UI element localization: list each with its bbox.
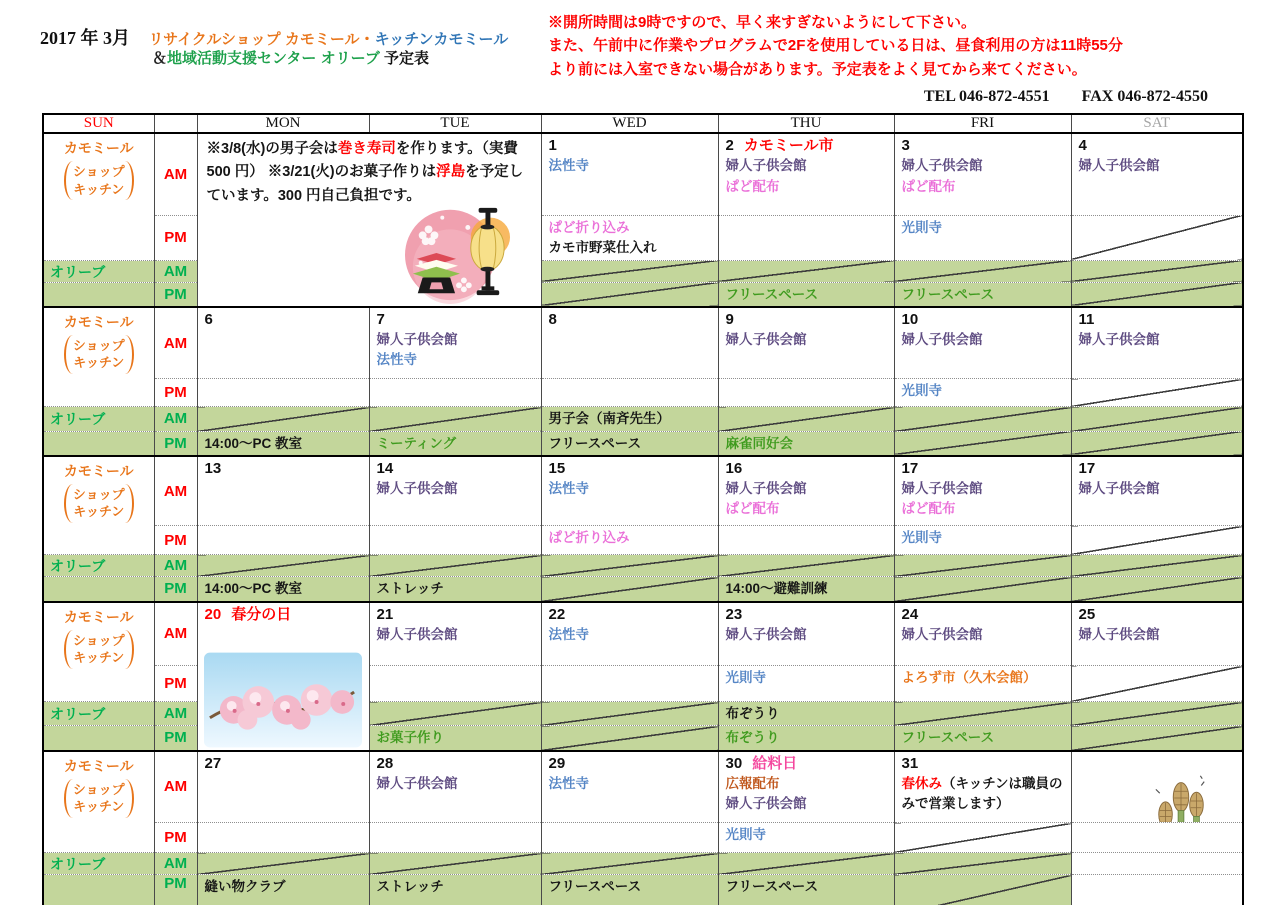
kamomiru-label-cell <box>43 307 154 407</box>
entry: 婦人子供会館 <box>1078 332 1160 347</box>
week3-olive-pm-row <box>43 577 1243 602</box>
olive-mar8-pm <box>541 431 718 456</box>
am-label: AM <box>154 751 197 823</box>
entry: 婦人子供会館 <box>376 481 458 496</box>
header-wed: WED <box>541 114 718 133</box>
olive-label-cell: オリーブ <box>43 260 154 282</box>
entry: 14:00～PC 教室 <box>204 581 303 597</box>
pm-label: PM <box>154 526 197 555</box>
header-mon: MON <box>197 114 369 133</box>
day-cell-mar4-am <box>1071 133 1243 215</box>
page-subtitle <box>152 47 429 68</box>
kamomiru-label: カモミール <box>63 757 134 774</box>
entry: ストレッチ <box>376 879 444 894</box>
entry: 光則寺 <box>901 219 942 235</box>
subtitle-suffix: 予定表 <box>379 50 430 67</box>
kitchen-label: キッチン <box>73 650 125 666</box>
day-cell-mar4-pm-closed <box>1071 215 1243 260</box>
olive-mar10-pm-closed <box>894 431 1071 456</box>
kamomiru-label: カモミール <box>63 313 134 330</box>
day-cell-mar3-am <box>894 133 1071 215</box>
day-number: 27 <box>204 754 222 772</box>
olive-mar30-am-closed <box>718 853 894 875</box>
day-number: 22 <box>548 605 566 623</box>
olive-mar3-pm <box>894 282 1071 307</box>
day-cell-mar24-am <box>894 602 1071 666</box>
day-cell-mar1-am <box>541 133 718 215</box>
olive-mar4-am-closed <box>1071 260 1243 282</box>
entry: 婦人子供会館 <box>1078 481 1160 496</box>
olive-mar25-am-closed <box>1071 702 1243 726</box>
header-fri: FRI <box>894 114 1071 133</box>
day-number: 8 <box>548 310 557 328</box>
kitchen-label: キッチン <box>73 504 125 520</box>
day-cell-mar1-pm <box>541 215 718 260</box>
day-number: 11 <box>1078 310 1095 328</box>
day-cell-mar30-pm <box>718 823 894 853</box>
olive-label-cell: オリーブ <box>43 702 154 726</box>
entry: 法性寺 <box>548 626 589 642</box>
header-thu: THU <box>718 114 894 133</box>
day-cell-mar18-am <box>1071 456 1243 526</box>
olive-mar21-am-closed <box>369 702 541 726</box>
notice-line: ※開所時間は9時ですので、早く来すぎないようにして下さい。 <box>548 14 977 31</box>
shop-kitchen-brace <box>64 484 134 523</box>
pm-label: PM <box>154 666 197 702</box>
am-label: AM <box>154 307 197 379</box>
olive-mar8-am <box>541 407 718 431</box>
kamomiru-label-cell <box>43 133 154 260</box>
olive-mar1-am-closed <box>541 260 718 282</box>
olive-label-spacer <box>43 282 154 307</box>
olive-label-spacer <box>43 431 154 456</box>
day-number: 3 <box>901 137 910 154</box>
day-cell-mar22-pm <box>541 666 718 702</box>
week2-am-row <box>43 307 1243 379</box>
subtitle-amp: ＆ <box>152 50 168 67</box>
day-number: 17 <box>1078 459 1096 477</box>
entry: カモ市野菜仕入れ <box>548 239 657 255</box>
olive-mar2-pm <box>718 282 894 307</box>
entry: 布ぞうり <box>725 706 780 721</box>
entry: 法性寺 <box>376 352 417 368</box>
week1-am-row <box>43 133 1243 215</box>
entry: 婦人子供会館 <box>901 332 983 347</box>
olive-label-cell: オリーブ <box>43 407 154 431</box>
am-label: AM <box>154 456 197 526</box>
olive-mar23-pm <box>718 726 894 751</box>
olive-mar24-pm <box>894 726 1071 751</box>
olive-pm-label: PM <box>154 282 197 307</box>
entry: ミーティング <box>376 435 457 451</box>
entry: 婦人子供会館 <box>1078 626 1160 642</box>
day-cell-mar10-am <box>894 307 1071 379</box>
olive-mar7-pm <box>369 431 541 456</box>
entry: 婦人子供会館 <box>725 332 807 347</box>
date-title: 2017 年 3月 <box>40 28 130 48</box>
shop-label: ショップ <box>72 486 125 502</box>
day-number: 20 <box>204 605 222 623</box>
entry: お菓子作り <box>376 730 444 746</box>
day-number: 29 <box>548 754 566 772</box>
olive-label-spacer <box>43 875 154 905</box>
day-cell-mar21-am <box>369 602 541 666</box>
day-cell-mar7-pm <box>369 379 541 407</box>
day-cell-mar6-am <box>197 307 369 379</box>
schedule-table <box>42 113 1244 905</box>
entry: ぱど折り込み <box>548 219 630 235</box>
olive-am-label: AM <box>154 260 197 282</box>
header-sat: SAT <box>1071 114 1243 133</box>
day-cell-mar17-pm <box>894 526 1071 555</box>
day-cell-mar31-pm-closed <box>894 823 1071 853</box>
entry: 婦人子供会館 <box>901 626 983 642</box>
day-cell-mar25-pm-closed <box>1071 666 1243 702</box>
day-cell-mar6-pm <box>197 379 369 407</box>
fax-number: FAX 046-872-4550 <box>1081 88 1208 105</box>
day-cell-mar18-pm-closed <box>1071 526 1243 555</box>
day-cell-mar17-am <box>894 456 1071 526</box>
entry: よろず市（久木会館） <box>901 670 1037 685</box>
week5-pm-row <box>43 823 1243 853</box>
day-cell-mar22-am <box>541 602 718 666</box>
entry: ストレッチ <box>376 581 444 597</box>
day-number: 15 <box>548 459 566 477</box>
olive-mar15-pm-closed <box>541 577 718 602</box>
olive-mar16-am-closed <box>718 555 894 577</box>
day-number: 6 <box>204 310 213 328</box>
day-cell-sat-week5-pm <box>1071 823 1243 853</box>
entry: ぱど配布 <box>901 178 956 194</box>
day-cell-mar8-pm <box>541 379 718 407</box>
olive-sat-week5-am <box>1071 853 1243 875</box>
olive-mar6-am-closed <box>197 407 369 431</box>
entry: フリースペース <box>901 286 995 302</box>
day-cell-mar23-am <box>718 602 894 666</box>
day-cell-mar27-am <box>197 751 369 823</box>
olive-am-label: AM <box>154 853 197 875</box>
kamomiru-label: カモミール <box>63 140 134 156</box>
note-text: を作ります。（実費 500 円） ※3/21(火)のお菓子作りは <box>206 141 518 181</box>
olive-mar23-am <box>718 702 894 726</box>
entry: 婦人子供会館 <box>376 626 458 642</box>
note-highlight: 巻き寿司 <box>337 141 396 157</box>
olive-mar2-am-closed <box>718 260 894 282</box>
week3-am-row <box>43 456 1243 526</box>
kitchen-label: キッチン <box>73 355 125 371</box>
entry: 男子会（南斉先生） <box>548 411 670 427</box>
day-number: 7 <box>376 310 385 328</box>
day-cell-mar25-am <box>1071 602 1243 666</box>
shop-label: ショップ <box>72 781 125 797</box>
week5-olive-am-row <box>43 853 1243 875</box>
hinamatsuri-hishimochi-illustration <box>399 198 517 304</box>
olive-mar7-am-closed <box>369 407 541 431</box>
cherry-blossom-illustration <box>204 652 362 748</box>
note-highlight: 浮島 <box>436 164 466 181</box>
kamomiru-label-cell <box>43 602 154 702</box>
kamomiru-label-cell <box>43 751 154 853</box>
entry: ぱど配布 <box>901 501 956 517</box>
tel-number: TEL 046-872-4551 <box>923 88 1050 105</box>
notice-line: また、午前中に作業やプログラムで2Fを使用している日は、昼食利用の方は11時55分 <box>548 37 1123 55</box>
title-kitchen-name: キッチンカモミール <box>374 31 509 48</box>
day-cell-mar16-am <box>718 456 894 526</box>
entry: フリースペース <box>725 879 819 894</box>
olive-mar24-am-closed <box>894 702 1071 726</box>
entry: フリースペース <box>901 730 995 746</box>
olive-mar13-pm <box>197 577 369 602</box>
olive-mar27-pm <box>197 875 369 905</box>
entry: 光則寺 <box>725 670 766 685</box>
entry: ぱど折り込み <box>548 530 630 546</box>
olive-label-cell: オリーブ <box>43 555 154 577</box>
olive-mar13-am-closed <box>197 555 369 577</box>
olive-mar14-am-closed <box>369 555 541 577</box>
entry: フリースペース <box>548 435 642 451</box>
week2-pm-row <box>43 379 1243 407</box>
olive-mar16-pm <box>718 577 894 602</box>
day-cell-mar23-pm <box>718 666 894 702</box>
header-sun: SUN <box>43 114 154 133</box>
entry: 縫い物クラブ <box>204 879 286 894</box>
entry: 婦人子供会館 <box>1078 158 1160 174</box>
day-cell-mar2-pm <box>718 215 894 260</box>
day-cell-mar31-am <box>894 751 1071 823</box>
olive-mar11-am-closed <box>1071 407 1243 431</box>
olive-mar11-pm-closed <box>1071 431 1243 456</box>
day-cell-mar24-pm <box>894 666 1071 702</box>
olive-mar9-am-closed <box>718 407 894 431</box>
header-spacer <box>154 114 197 133</box>
day-number: 30 <box>725 754 743 772</box>
olive-mar21-pm <box>369 726 541 751</box>
subtitle-center-name: 地域活動支援センター オリーブ <box>167 50 380 67</box>
kamomiru-label: カモミール <box>63 462 134 479</box>
shop-kitchen-brace <box>64 335 134 374</box>
day-cell-mar13-am <box>197 456 369 526</box>
week2-olive-pm-row <box>43 431 1243 456</box>
day-cell-mar11-pm-closed <box>1071 379 1243 407</box>
entry: 婦人子供会館 <box>725 626 807 642</box>
entry: 婦人子供会館 <box>376 775 458 791</box>
olive-mar4-pm-closed <box>1071 282 1243 307</box>
day-number: 24 <box>901 605 919 623</box>
day-number: 16 <box>725 459 743 477</box>
olive-pm-label: PM <box>154 577 197 602</box>
olive-am-label: AM <box>154 555 197 577</box>
olive-pm-label: PM <box>154 431 197 456</box>
note-text: ※3/8(水)の男子会は <box>206 141 338 157</box>
kamomiru-label: カモミール <box>63 608 134 625</box>
olive-mar30-pm <box>718 875 894 905</box>
olive-mar17-am-closed <box>894 555 1071 577</box>
day-cell-mar8-am <box>541 307 718 379</box>
pm-label: PM <box>154 215 197 260</box>
entry: 婦人子供会館 <box>376 332 458 347</box>
entry: ぱど配布 <box>725 178 780 194</box>
day-number: 28 <box>376 754 394 772</box>
day-number: 14 <box>376 459 394 477</box>
week5-olive-pm-row <box>43 875 1243 905</box>
week3-pm-row <box>43 526 1243 555</box>
day-note: カモミール市 <box>743 137 834 154</box>
week3-olive-am-row <box>43 555 1243 577</box>
shop-kitchen-brace <box>64 630 134 669</box>
olive-mar17-pm-closed <box>894 577 1071 602</box>
spring-break-label: 春休み <box>901 775 942 791</box>
day-number: 4 <box>1078 137 1087 154</box>
day-cell-mar13-pm <box>197 526 369 555</box>
payday-label: 給料日 <box>752 754 798 772</box>
pm-label: PM <box>154 379 197 407</box>
day-number: 17 <box>901 459 919 477</box>
day-number: 31 <box>901 754 919 772</box>
olive-label-spacer <box>43 577 154 602</box>
week5-am-row <box>43 751 1243 823</box>
day-number: 25 <box>1078 605 1096 623</box>
day-cell-mar3-pm <box>894 215 1071 260</box>
kitchen-label: キッチン <box>73 799 125 815</box>
day-cell-mar16-pm <box>718 526 894 555</box>
olive-mar10-am-closed <box>894 407 1071 431</box>
header-tue: TUE <box>369 114 541 133</box>
olive-mar27-am-closed <box>197 853 369 875</box>
olive-mar31-am-closed <box>894 853 1071 875</box>
day-number: 9 <box>725 310 734 328</box>
pm-label: PM <box>154 823 197 853</box>
week2-olive-am-row <box>43 407 1243 431</box>
horsetail-sprout-illustration <box>1152 768 1210 823</box>
day-cell-mar9-am <box>718 307 894 379</box>
shop-kitchen-brace <box>64 779 134 818</box>
day-cell-mar2-am <box>718 133 894 215</box>
entry: 麻雀同好会 <box>725 435 793 451</box>
entry: 光則寺 <box>901 530 942 546</box>
note-cell <box>197 133 541 307</box>
entry: 14:00～PC 教室 <box>204 435 303 451</box>
entry: 法性寺 <box>548 775 589 791</box>
entry: 広報配布 <box>725 775 780 791</box>
olive-mar6-pm <box>197 431 369 456</box>
olive-mar14-pm <box>369 577 541 602</box>
olive-mar25-pm-closed <box>1071 726 1243 751</box>
title-shop-name: リサイクルショップ カモミール・ <box>148 31 375 48</box>
day-cell-sat-week5 <box>1071 751 1243 823</box>
day-cell-mar11-am <box>1071 307 1243 379</box>
day-cell-mar15-pm <box>541 526 718 555</box>
notice-line: より前には入室できない場合があります。予定表をよく見てから来てください。 <box>548 60 1087 78</box>
entry: 婦人子供会館 <box>725 481 807 496</box>
olive-mar31-pm-closed <box>894 875 1071 905</box>
olive-pm-label: PM <box>154 875 197 905</box>
kitchen-label: キッチン <box>73 181 125 197</box>
olive-mar28-am-closed <box>369 853 541 875</box>
entry: 法性寺 <box>548 481 589 496</box>
olive-mar9-pm <box>718 431 894 456</box>
opening-notice <box>548 11 1238 81</box>
day-cell-mar27-pm <box>197 823 369 853</box>
day-cell-mar21-pm <box>369 666 541 702</box>
day-cell-mar14-am <box>369 456 541 526</box>
olive-mar28-pm <box>369 875 541 905</box>
day-cell-mar10-pm <box>894 379 1071 407</box>
olive-label-spacer <box>43 726 154 751</box>
day-number: 2 <box>725 137 734 154</box>
olive-label-cell: オリーブ <box>43 853 154 875</box>
day-cell-mar9-pm <box>718 379 894 407</box>
day-number: 21 <box>376 605 394 623</box>
olive-sat-week5-pm <box>1071 875 1243 905</box>
olive-mar22-am-closed <box>541 702 718 726</box>
entry: ぱど配布 <box>725 501 780 517</box>
olive-mar29-am-closed <box>541 853 718 875</box>
shop-label: ショップ <box>72 632 125 648</box>
day-cell-mar28-am <box>369 751 541 823</box>
day-cell-mar30-am <box>718 751 894 823</box>
olive-mar18-am-closed <box>1071 555 1243 577</box>
am-label: AM <box>154 133 197 215</box>
day-cell-mar14-pm <box>369 526 541 555</box>
entry: 14:00～避難訓練 <box>725 581 828 597</box>
olive-mar18-pm-closed <box>1071 577 1243 602</box>
day-cell-mar15-am <box>541 456 718 526</box>
olive-am-label: AM <box>154 702 197 726</box>
spring-break-note: （キッチンは職員のみで営業します） <box>901 775 1063 811</box>
day-cell-mar20-holiday <box>197 602 369 751</box>
entry: 法性寺 <box>548 158 589 174</box>
entry: 婦人子供会館 <box>725 796 807 811</box>
day-number: 10 <box>901 310 919 328</box>
entry: フリースペース <box>725 286 819 302</box>
entry: 婦人子供会館 <box>901 158 983 174</box>
olive-am-label: AM <box>154 407 197 431</box>
olive-mar15-am-closed <box>541 555 718 577</box>
entry: 婦人子供会館 <box>901 481 983 496</box>
entry: 光則寺 <box>901 383 942 399</box>
shop-label: ショップ <box>72 337 125 353</box>
day-cell-mar28-pm <box>369 823 541 853</box>
am-label: AM <box>154 602 197 666</box>
olive-mar22-pm-closed <box>541 726 718 751</box>
day-cell-mar29-pm <box>541 823 718 853</box>
day-number: 23 <box>725 605 743 623</box>
olive-mar1-pm-closed <box>541 282 718 307</box>
day-number: 13 <box>204 459 222 477</box>
contact-info <box>42 88 1208 106</box>
shop-kitchen-brace <box>64 161 134 200</box>
day-cell-mar7-am <box>369 307 541 379</box>
day-cell-mar29-am <box>541 751 718 823</box>
entry: 光則寺 <box>725 827 766 842</box>
kamomiru-label-cell <box>43 456 154 555</box>
olive-mar29-pm <box>541 875 718 905</box>
note-text: を予定しています。300 円自己負担です。 <box>206 164 524 204</box>
entry: 布ぞうり <box>725 730 780 746</box>
weekday-header-row <box>43 114 1243 133</box>
olive-mar3-am-closed <box>894 260 1071 282</box>
day-number: 1 <box>548 137 557 154</box>
week4-am-row <box>43 602 1243 666</box>
entry: フリースペース <box>548 879 642 894</box>
shop-label: ショップ <box>72 164 125 179</box>
entry: 婦人子供会館 <box>725 158 807 174</box>
olive-pm-label: PM <box>154 726 197 751</box>
holiday-name: 春分の日 <box>231 605 292 623</box>
